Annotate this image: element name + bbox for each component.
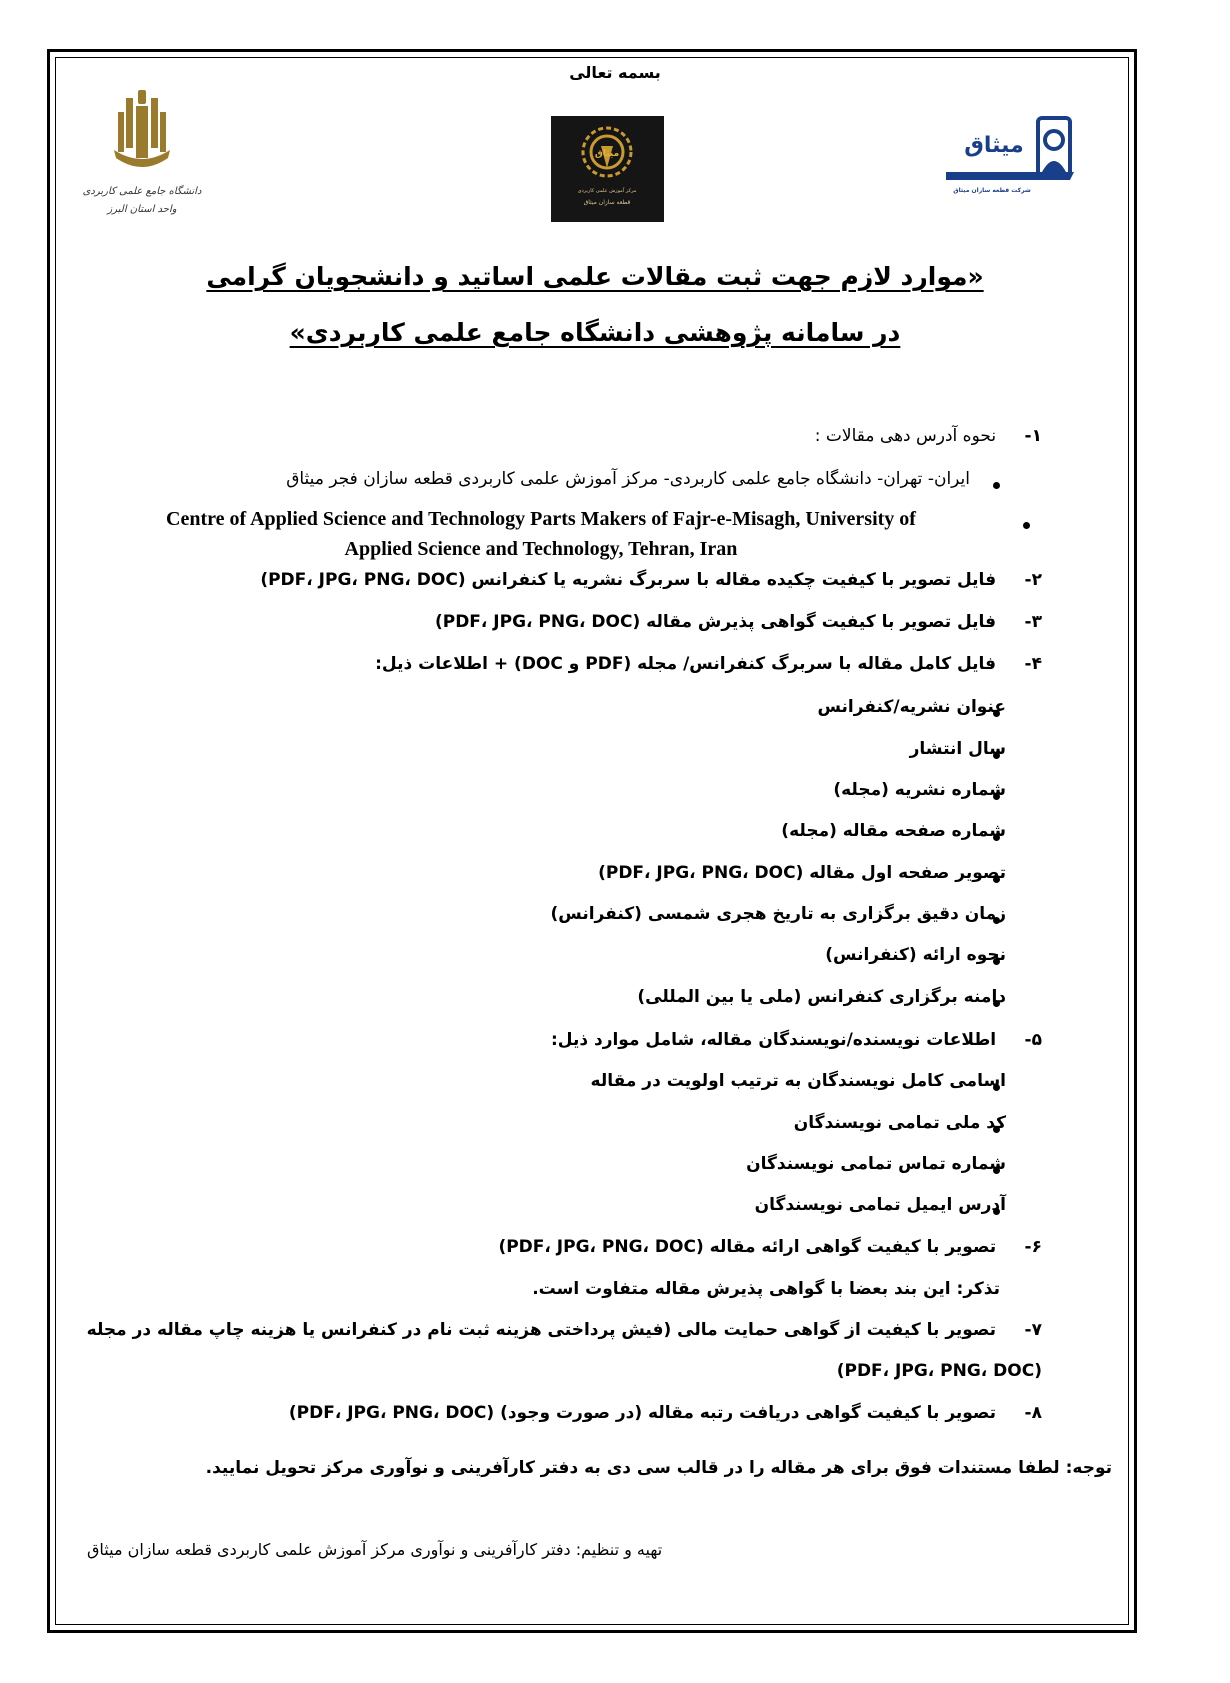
item-3: ۳- فایل تصویر با کیفیت گواهی پذیرش مقاله (PDF، JPG، PNG، DOC) (434, 612, 1042, 632)
university-logo-text2: واحد استان البرز (107, 204, 177, 215)
item-4-bullet: شماره صفحه مقاله (مجله) (781, 821, 1006, 841)
page-border-inner (55, 57, 1129, 1625)
address-english-line1: Centre of Applied Science and Technology Parts Makers of Fajr-e-Misagh, University of (166, 508, 916, 530)
center-logo-sub1: مرکز آموزش علمی کاربردی (577, 188, 637, 194)
center-logo-sub2: قطعه سازان میثاق (583, 199, 631, 206)
bullet-dot (1023, 522, 1030, 529)
address-persian: ایران- تهران- دانشگاه جامع علمی کاربردی- مرکز آموزش علمی کاربردی قطعه سازان فجر میثاق (286, 469, 970, 489)
item-4-bullet: عنوان نشریه/کنفرانس (817, 697, 1006, 717)
misagh-logo-name: میثاق (964, 133, 1024, 158)
item-7-continuation: (PDF، JPG، PNG، DOC) (836, 1361, 1042, 1381)
item-5-bullet: اسامی کامل نویسندگان به ترتیب اولویت در مقاله (590, 1071, 1006, 1091)
item-4-bullet: دامنه برگزاری کنفرانس (ملی یا بین المللی) (637, 987, 1006, 1007)
item-5-bullet: کد ملی تمامی نویسندگان (793, 1113, 1006, 1133)
item-4-bullet: نحوه ارائه (کنفرانس) (825, 945, 1006, 965)
document-title-line1: «موارد لازم جهت ثبت مقالات علمی اساتید و دانشجویان گرامی (206, 262, 984, 291)
item-4: ۴- فایل کامل مقاله با سربرگ کنفرانس/ مجله (PDF و DOC) + اطلاعات ذیل: (375, 654, 1042, 674)
center-logo-name: میثاق (594, 149, 620, 159)
basmala: بسمه تعالی (569, 63, 661, 82)
item-1: ۱- نحوه آدرس دهی مقالات : (814, 426, 1042, 446)
item-5: ۵- اطلاعات نویسنده/نویسندگان مقاله، شامل موارد ذیل: (550, 1030, 1042, 1050)
item-4-bullet: تصویر صفحه اول مقاله (PDF، JPG، PNG، DOC) (598, 863, 1006, 883)
item-7: ۷- تصویر با کیفیت از گواهی حمایت مالی (فیش پرداختی هزینه ثبت نام در کنفرانس یا هزینه چاپ مقاله در مجله (86, 1320, 1042, 1340)
item-5-bullet: شماره تماس تمامی نویسندگان (746, 1154, 1006, 1174)
item-5-bullet: آدرس ایمیل تمامی نویسندگان (754, 1195, 1006, 1215)
item-6: ۶- تصویر با کیفیت گواهی ارائه مقاله (PDF، JPG، PNG، DOC) (498, 1237, 1042, 1257)
item-4-bullet: سال انتشار (909, 739, 1006, 759)
center-logo (551, 116, 664, 222)
item-2: ۲- فایل تصویر با کیفیت چکیده مقاله با سربرگ نشریه یا کنفرانس (PDF، JPG، PNG، DOC) (260, 570, 1042, 590)
address-english-line2: Applied Science and Technology, Tehran, Iran (344, 538, 738, 560)
university-logo (82, 88, 202, 238)
prepared-by: تهیه و تنظیم: دفتر کارآفرینی و نوآوری مرکز آموزش علمی کاربردی قطعه سازان میثاق (87, 1540, 663, 1559)
footer-note: توجه: لطفا مستندات فوق برای هر مقاله را در قالب سی دی به دفتر کارآفرینی و نوآوری مرکز تحویل نمایید. (205, 1458, 1112, 1478)
bullet-dot (993, 482, 1000, 489)
document-title-line2: در سامانه پژوهشی دانشگاه جامع علمی کاربردی» (289, 318, 901, 347)
misagh-logo (942, 114, 1078, 196)
item-8: ۸- تصویر با کیفیت گواهی دریافت رتبه مقاله (در صورت وجود) (PDF، JPG، PNG، DOC) (288, 1403, 1042, 1423)
item-4-bullet: زمان دقیق برگزاری به تاریخ هجری شمسی (کنفرانس) (550, 904, 1006, 924)
item-4-bullet: شماره نشریه (مجله) (833, 780, 1006, 800)
misagh-logo-sub: شرکت قطعه سازان میثاق (953, 187, 1031, 194)
item-6-note: تذکر: این بند بعضا با گواهی پذیرش مقاله متفاوت است. (532, 1279, 1000, 1299)
university-logo-text1: دانشگاه جامع علمی کاربردی (82, 186, 202, 197)
